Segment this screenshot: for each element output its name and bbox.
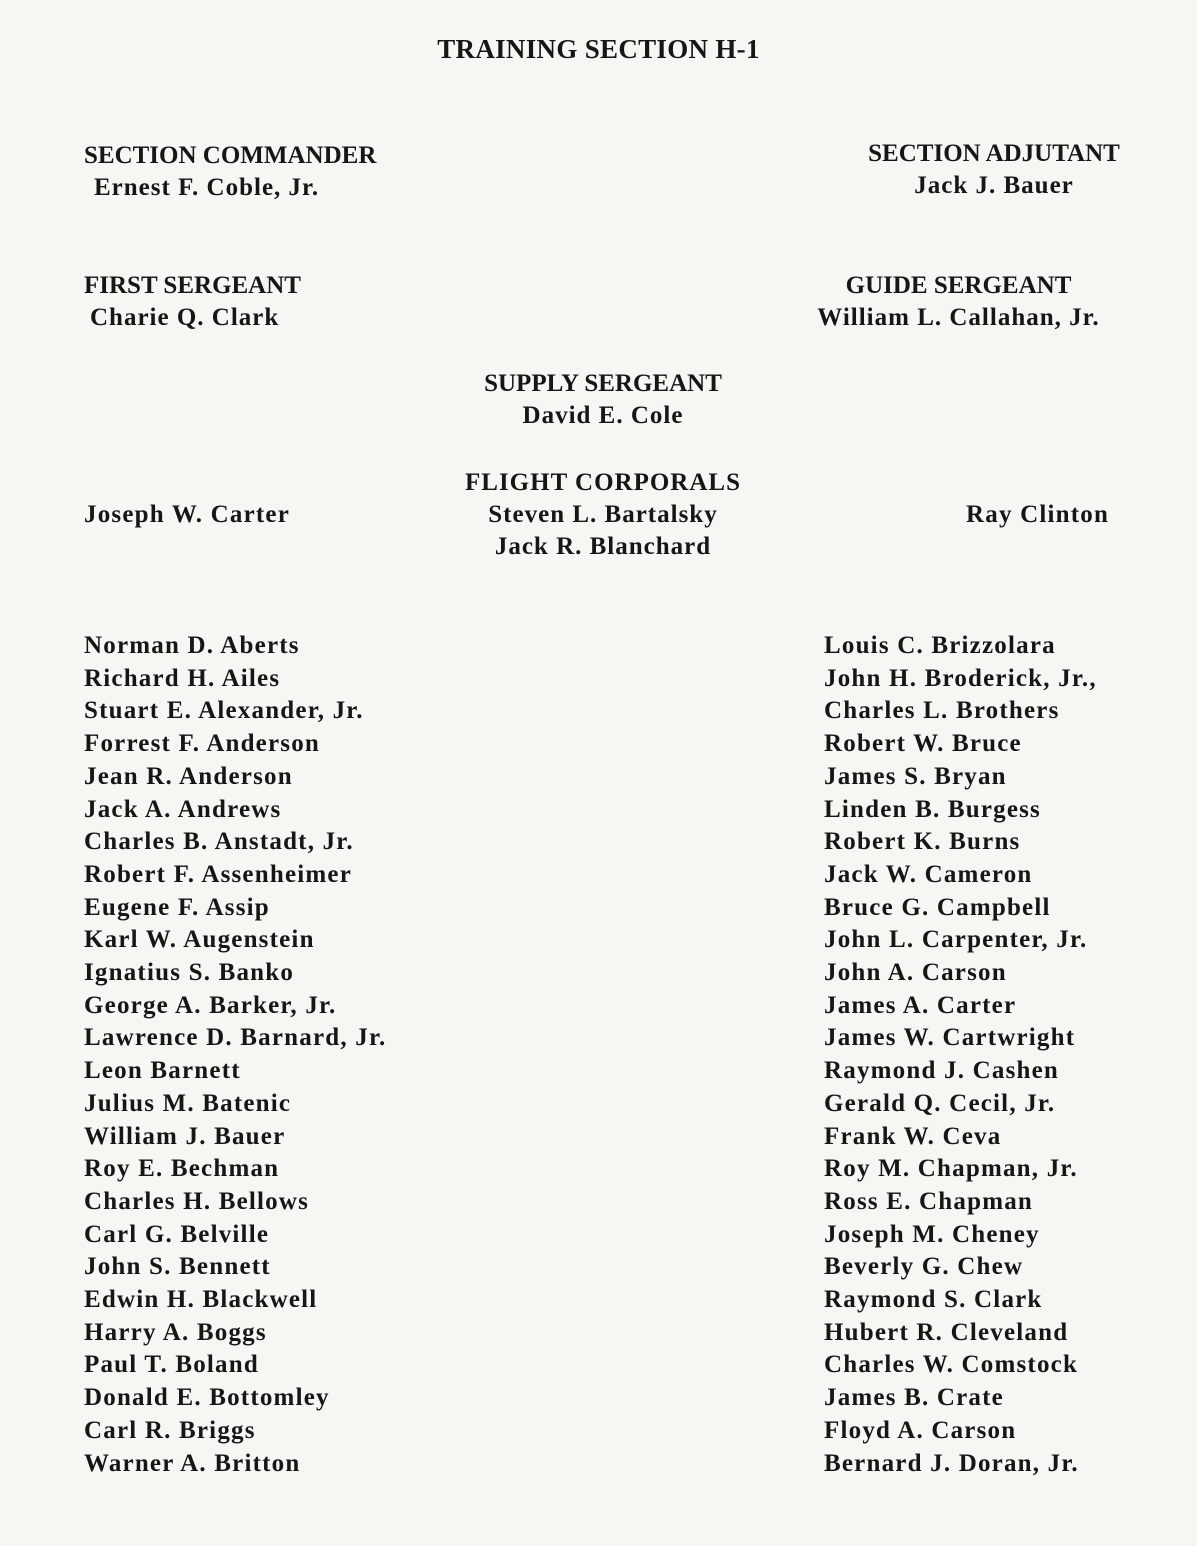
list-item: James W. Cartwright <box>824 1024 1076 1052</box>
flight-corporals-block <box>440 467 766 563</box>
list-item: Edwin H. Blackwell <box>84 1286 318 1314</box>
list-item: Forrest F. Anderson <box>84 730 320 758</box>
list-item: Jack W. Cameron <box>824 860 1033 888</box>
list-item: Louis C. Brizzolara <box>824 632 1056 659</box>
list-item: Gerald Q. Cecil, Jr. <box>824 1089 1056 1117</box>
list-item: Beverly G. Chew <box>824 1253 1024 1281</box>
list-item: Raymond J. Cashen <box>824 1057 1060 1085</box>
list-item: Julius M. Batenic <box>84 1089 292 1117</box>
list-item: James A. Carter <box>824 991 1017 1019</box>
list-item: Floyd A. Carson <box>824 1416 1017 1444</box>
list-item: Robert K. Burns <box>824 828 1021 856</box>
flight-corporals-role: FLIGHT CORPORALS <box>465 469 741 496</box>
list-item: Bernard J. Doran, Jr. <box>824 1449 1079 1477</box>
roster-left-column <box>84 630 386 1480</box>
list-item: John L. Carpenter, Jr. <box>824 926 1088 954</box>
list-item: Roy E. Bechman <box>84 1155 280 1183</box>
supply-sergeant-block <box>440 368 766 432</box>
roster-right-column <box>824 630 1097 1480</box>
list-item: James B. Crate <box>824 1384 1004 1412</box>
section-adjutant-role: SECTION ADJUTANT <box>868 140 1120 167</box>
list-item: Donald E. Bottomley <box>84 1384 330 1412</box>
list-item: Norman D. Aberts <box>84 632 300 659</box>
list-item: Charles B. Anstadt, Jr. <box>84 828 354 856</box>
list-item: Carl R. Briggs <box>84 1416 256 1444</box>
list-item: John H. Broderick, Jr., <box>824 664 1097 692</box>
list-item: John S. Bennett <box>84 1253 271 1281</box>
list-item: Karl W. Augenstein <box>84 926 315 954</box>
section-adjutant-name: Jack J. Bauer <box>914 172 1074 199</box>
flight-corporal-right: Ray Clinton <box>966 501 1110 528</box>
first-sergeant-block <box>84 270 301 334</box>
section-commander-name: Ernest F. Coble, Jr. <box>94 174 320 201</box>
list-item: Richard H. Ailes <box>84 664 281 692</box>
list-item: Roy M. Chapman, Jr. <box>824 1155 1078 1183</box>
list-item: George A. Barker, Jr. <box>84 991 337 1019</box>
list-item: Eugene F. Assip <box>84 893 270 921</box>
list-item: Bruce G. Campbell <box>824 893 1051 921</box>
list-item: Hubert R. Cleveland <box>824 1318 1069 1346</box>
list-item: Charles W. Comstock <box>824 1351 1079 1379</box>
page-title: TRAINING SECTION H-1 <box>437 34 760 64</box>
supply-sergeant-name: David E. Cole <box>522 402 684 429</box>
list-item: Charles H. Bellows <box>84 1187 310 1215</box>
list-item: Lawrence D. Barnard, Jr. <box>84 1024 387 1052</box>
flight-corporal-name: Jack R. Blanchard <box>494 533 712 560</box>
list-item: Robert F. Assenheimer <box>84 860 352 888</box>
list-item: Harry A. Boggs <box>84 1318 267 1346</box>
guide-sergeant-role: GUIDE SERGEANT <box>845 272 1072 299</box>
list-item: Warner A. Britton <box>84 1449 301 1477</box>
section-commander-role: SECTION COMMANDER <box>84 142 377 169</box>
list-item: Stuart E. Alexander, Jr. <box>84 697 364 725</box>
list-item: Charles L. Brothers <box>824 697 1060 725</box>
list-item: Frank W. Ceva <box>824 1122 1002 1150</box>
supply-sergeant-role: SUPPLY SERGEANT <box>484 370 722 397</box>
list-item: Jean R. Anderson <box>84 762 293 790</box>
list-item: James S. Bryan <box>824 762 1007 790</box>
list-item: Robert W. Bruce <box>824 730 1022 758</box>
guide-sergeant-name: William L. Callahan, Jr. <box>817 304 1100 331</box>
list-item: Ross E. Chapman <box>824 1187 1034 1215</box>
list-item: Ignatius S. Banko <box>84 959 295 987</box>
section-adjutant-block <box>852 138 1136 202</box>
list-item: William J. Bauer <box>84 1122 286 1150</box>
list-item: Leon Barnett <box>84 1057 241 1085</box>
guide-sergeant-block <box>786 270 1131 334</box>
list-item: John A. Carson <box>824 959 1007 987</box>
first-sergeant-role: FIRST SERGEANT <box>84 272 301 299</box>
list-item: Joseph M. Cheney <box>824 1220 1040 1248</box>
list-item: Jack A. Andrews <box>84 795 282 823</box>
list-item: Paul T. Boland <box>84 1351 259 1379</box>
list-item: Carl G. Belville <box>84 1220 270 1248</box>
first-sergeant-name: Charie Q. Clark <box>90 304 280 331</box>
flight-corporal-left: Joseph W. Carter <box>84 501 291 528</box>
list-item: Linden B. Burgess <box>824 795 1041 823</box>
list-item: Raymond S. Clark <box>824 1286 1043 1314</box>
section-commander-block <box>84 140 376 204</box>
flight-corporal-name: Steven L. Bartalsky <box>488 501 718 528</box>
